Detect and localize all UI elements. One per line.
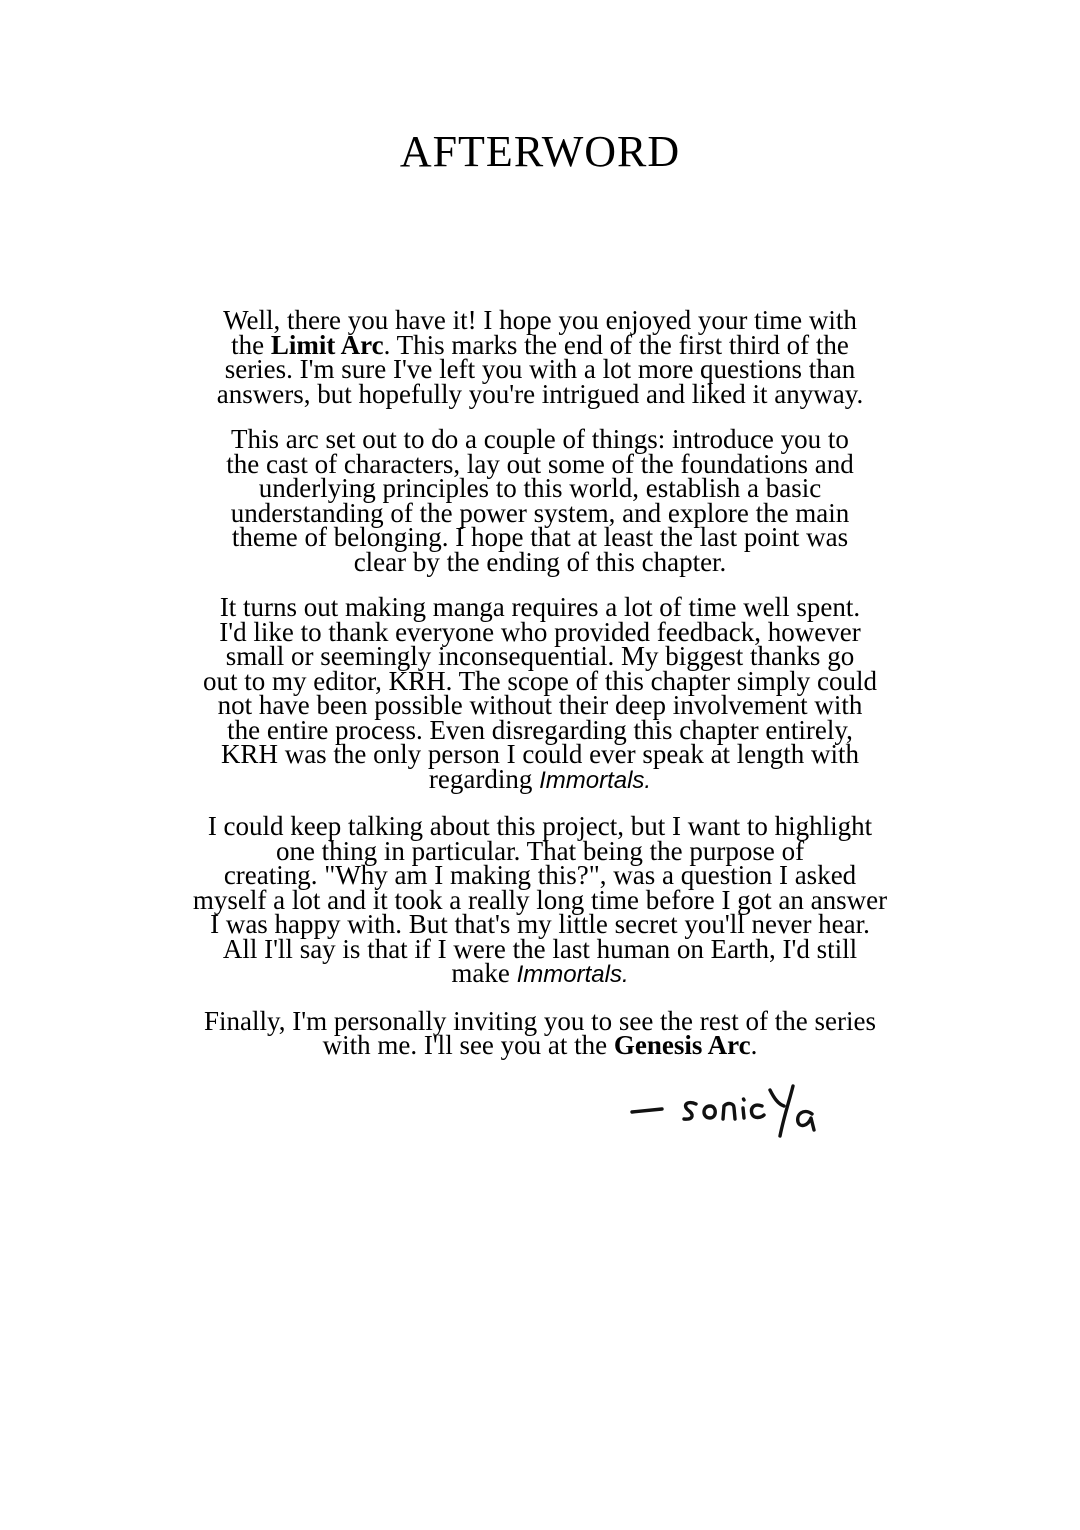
text-segment: theme of belonging. I hope that at least the last point was [231,522,849,552]
text-segment: Well, there you have it! I hope you enjoyed your time with [223,305,857,335]
afterword-body [140,305,940,1079]
paragraph [140,811,940,988]
text-line [140,933,940,964]
paragraph [140,1005,940,1060]
text-segment: creating. "Why am I making this?", was a question I asked [223,860,857,890]
text-segment: This arc set out to do a couple of things: introduce you to [231,424,849,454]
paragraph [140,424,940,577]
text-segment: the cast of characters, lay out some of the foundations and [226,448,854,479]
text-segment: I was happy with. But that's my little secret you'll never hear. [210,909,870,939]
text-segment: the [231,329,271,360]
paragraph [140,305,940,409]
text-segment: myself a lot and it took a really long time before I got an answer [192,884,888,915]
paragraph [140,592,940,794]
italic-title-text: Immortals. [539,766,652,794]
text-segment: regarding [428,763,540,794]
text-segment: All I'll say is that if I were the last human on Earth, I'd still [222,933,858,964]
signature-image [622,1070,832,1160]
text-line [140,763,940,794]
text-line [140,546,940,577]
italic-title-text: Immortals. [516,961,629,988]
text-segment: underlying principles to this world, establish a basic [258,473,822,503]
text-segment: series. I'm sure I've left you with a lot more questions than [224,354,856,384]
page-title: AFTERWORD [399,127,681,176]
text-segment: with me. I'll see you at the [322,1030,614,1060]
text-line [140,958,940,988]
text-segment: clear by the ending of this chapter. [353,546,727,577]
text-segment: small or seemingly inconsequential. My biggest thanks go [225,641,855,671]
bold-text: Genesis Arc [613,1030,751,1060]
author-signature [622,1070,832,1160]
text-segment: I'd like to thank everyone who provided feedback, however [219,616,861,647]
text-line [140,1030,940,1060]
text-segment: KRH was the only person I could ever speak at length with [220,739,860,769]
text-segment: Finally, I'm personally inviting you to see the rest of the series [204,1005,876,1036]
text-segment: the entire process. Even disregarding this chapter entirely, [227,714,853,745]
text-segment: understanding of the power system, and explore the main [230,497,850,528]
text-segment: . This marks the end of the first third of the [383,329,849,360]
text-segment: It turns out making manga requires a lot of time well spent. [219,592,861,622]
text-segment: not have been possible without their deep involvement with [217,690,863,720]
text-segment: one thing in particular. That being the purpose of [275,835,805,866]
text-segment: . [750,1030,758,1060]
text-segment: answers, but hopefully you're intrigued and liked it anyway. [216,378,864,409]
bold-text: Limit Arc [270,329,384,360]
text-segment: out to my editor, KRH. The scope of this chapter simply could [202,665,878,696]
text-segment: I could keep talking about this project, but I want to highlight [207,811,873,841]
text-line [140,378,940,409]
text-segment: make [451,958,517,988]
text-line [140,739,940,769]
